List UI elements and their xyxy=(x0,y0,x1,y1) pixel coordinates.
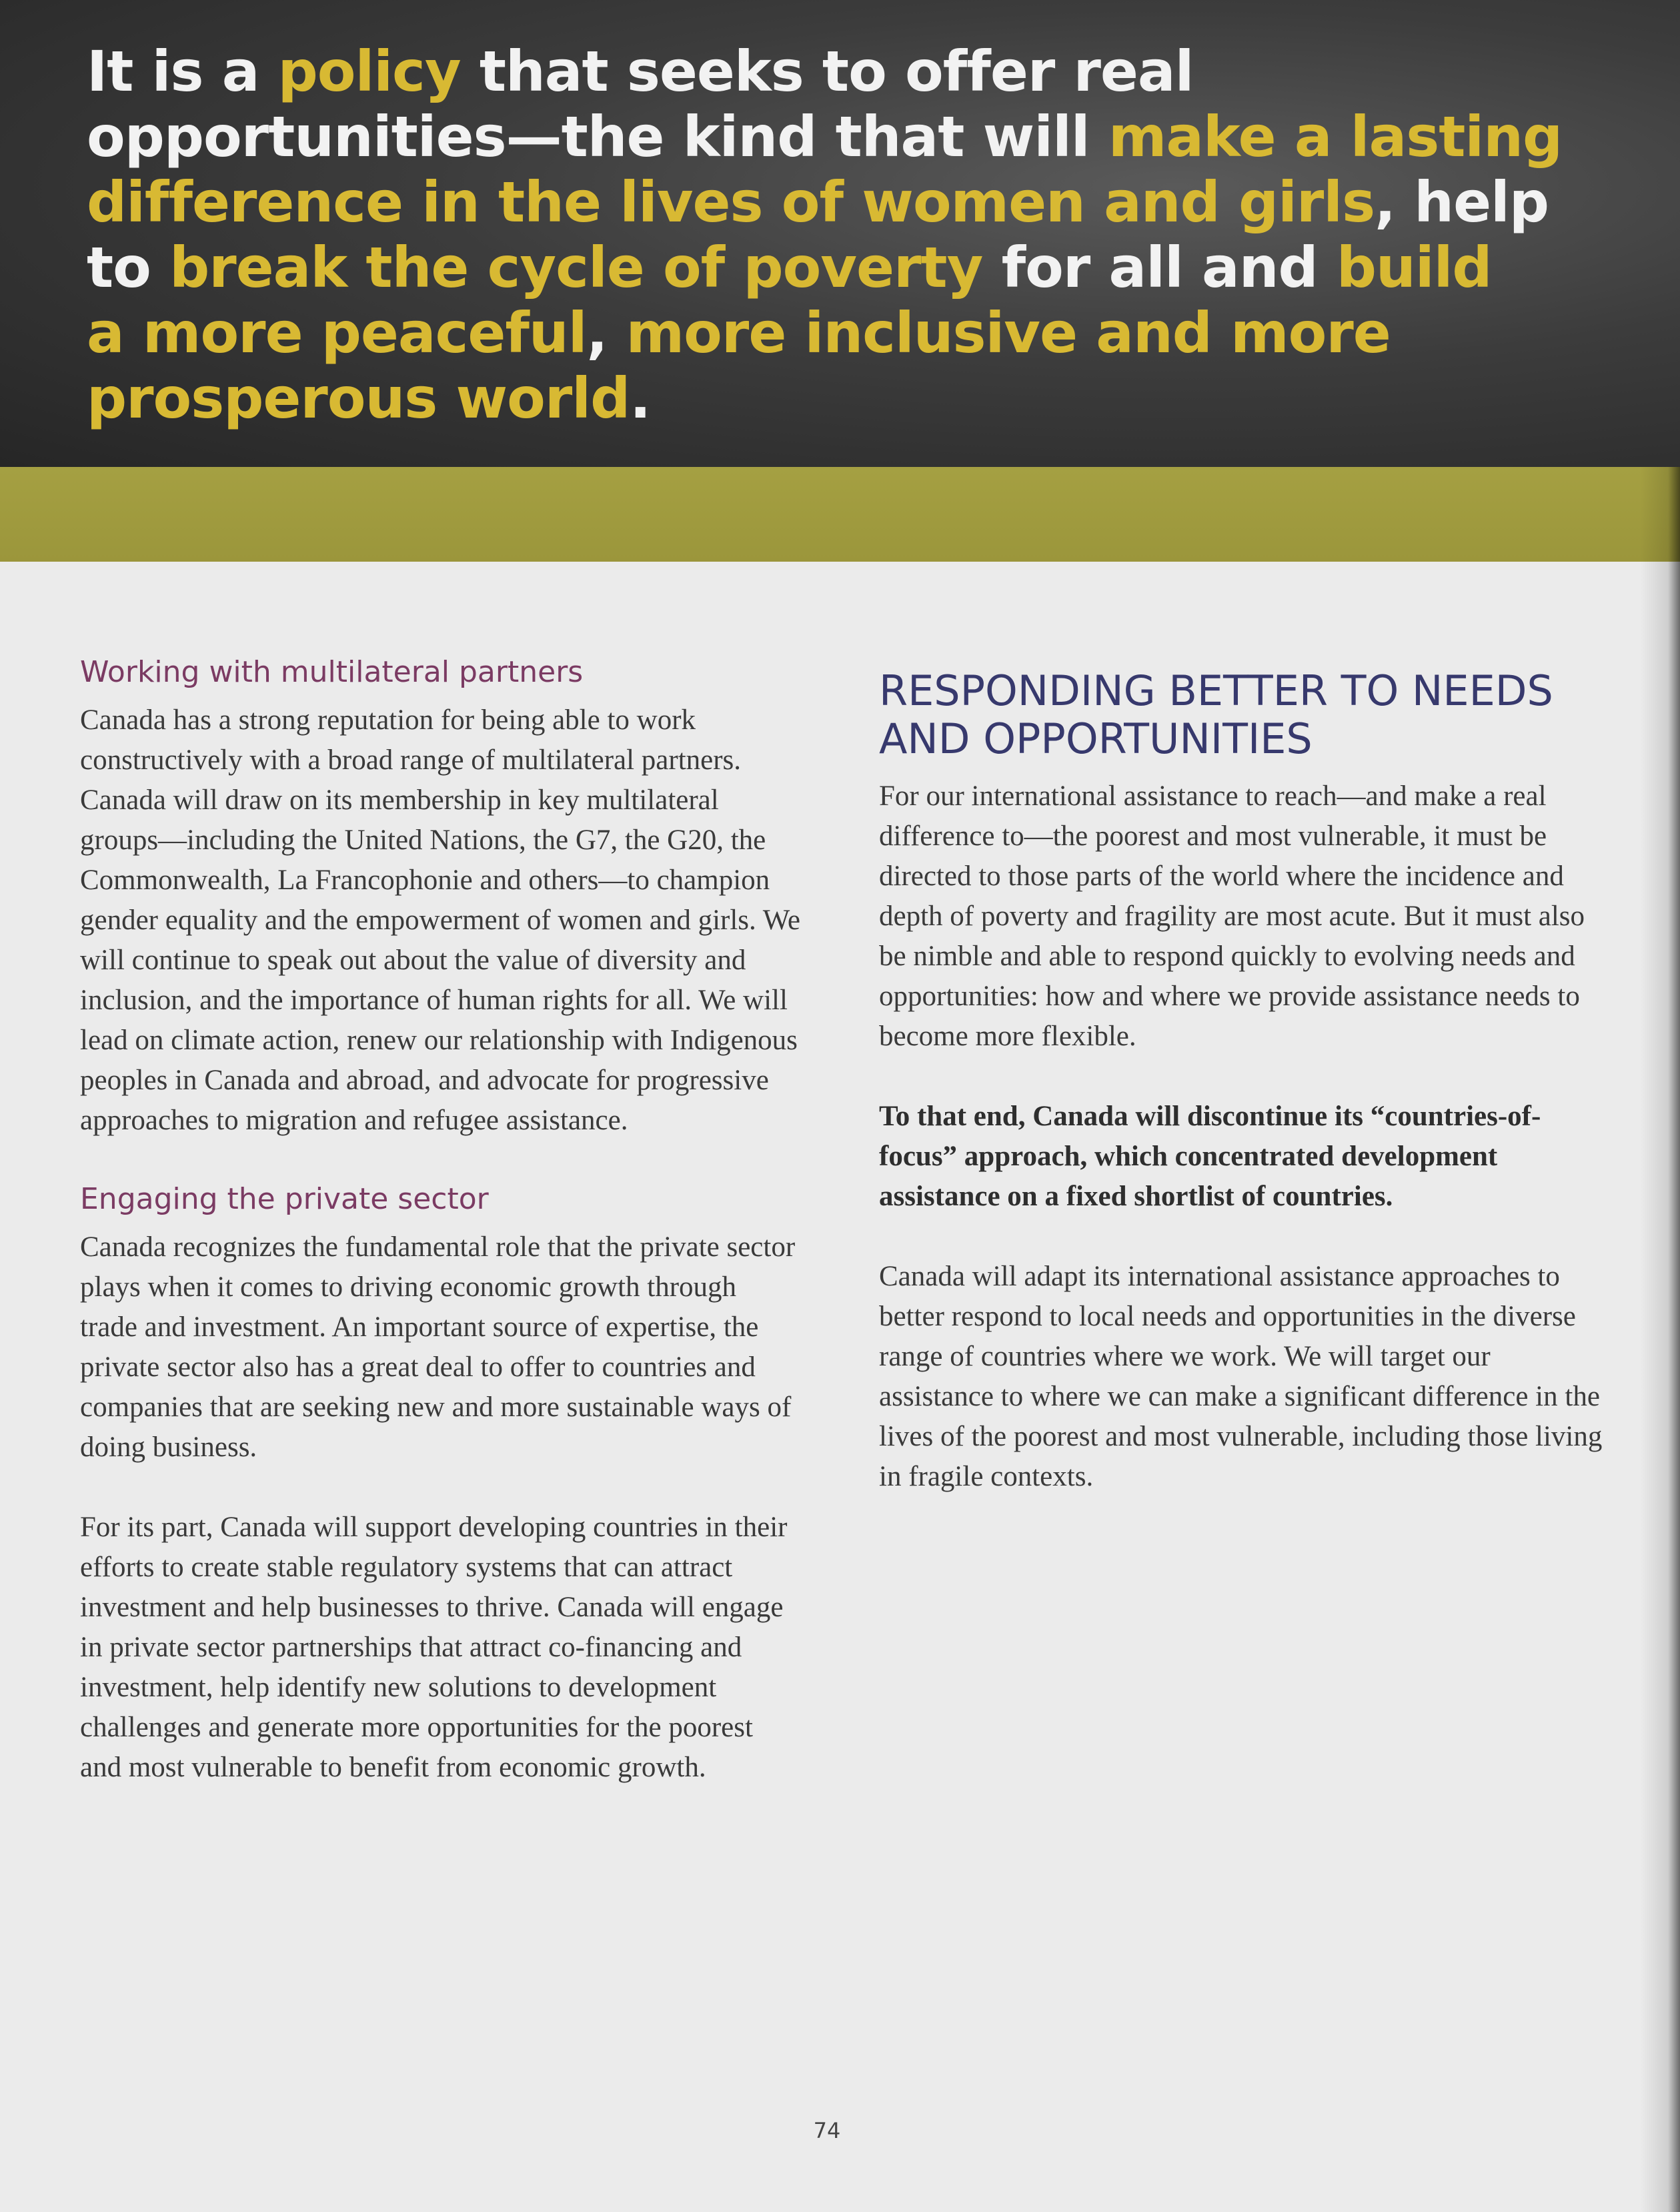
multilateral-heading: Working with multilateral partners xyxy=(80,655,584,689)
quote-line xyxy=(87,366,1587,431)
responding-paragraph-1: For our international assistance to reach—and make a real difference to—the poorest and most vulnerable, it must be directed to those parts of the world where the incidence and depth of poverty and fragility are most acute. But it must also be nimble and able to respond quickly to evolving needs and opportunities: how and where we provide assistance needs to become more flexible. xyxy=(879,780,1585,1052)
quote-highlight: make a lasting xyxy=(1108,104,1563,169)
multilateral-paragraph: Canada has a strong reputation for being able to work constructively with a broad range of multilateral partners. Canada will draw on its membership in key multilateral groups—including the United Nations, the G7, the G20, the Commonwealth, La Francophonie and others—to champion gender equality and the empowerment of women and girls. We will continue to speak out about the value of diversity and inclusion, and the importance of human rights for all. We will lead on climate action, renew our relationship with Indigenous peoples in Canada and abroad, and advocate for progressive approaches to migration and refugee assistance. xyxy=(80,704,800,1136)
section-title: RESPONDING BETTER TO NEEDS AND OPPORTUNITIES xyxy=(879,666,1553,763)
left-column xyxy=(80,654,800,1788)
quote-text: . xyxy=(630,366,651,431)
quote-highlight: build xyxy=(1336,235,1492,300)
private-sector-paragraph-2: For its part, Canada will support developing countries in their efforts to create stable regulatory systems that can attract investment and help businesses to thrive. Canada will engage in private sector partnerships that attract co-financing and investment, help identify new solutions to development challenges and generate more opportunities for the poorest and most vulnerable to benefit from economic growth. xyxy=(80,1512,788,1783)
quote-highlight: a more peaceful xyxy=(87,300,587,366)
spacer xyxy=(80,1468,800,1508)
responding-bold-paragraph: To that end, Canada will discontinue its “countries-of-focus” approach, which concentrated development assistance on a fixed shortlist of countries. xyxy=(879,1101,1541,1212)
quote-highlight: break the cycle of poverty xyxy=(169,235,983,300)
private-sector-paragraph-1: Canada recognizes the fundamental role that the private sector plays when it comes to driving economic growth through trade and investment. An important source of expertise, the private sector also has a great deal to offer to countries and companies that are seeking new and more sustainable ways of doing business. xyxy=(80,1231,796,1463)
quote-line xyxy=(87,235,1587,300)
quote-line xyxy=(87,39,1587,104)
quote-text: It is a xyxy=(87,39,278,104)
quote-text: , xyxy=(586,300,626,366)
quote-text: , help xyxy=(1375,169,1549,235)
spacer xyxy=(879,1217,1606,1257)
quote-line xyxy=(87,300,1587,366)
page-number: 74 xyxy=(813,2118,841,2143)
quote-banner xyxy=(0,0,1680,467)
quote-highlight: prosperous world xyxy=(87,366,630,431)
quote-text: opportunities—the kind that will xyxy=(87,104,1108,169)
spacer xyxy=(879,1057,1606,1097)
page-edge-shadow xyxy=(1640,467,1680,2212)
private-sector-heading: Engaging the private sector xyxy=(80,1182,489,1216)
quote-line xyxy=(87,104,1587,169)
quote-highlight: more inclusive and more xyxy=(626,300,1391,366)
quote-text: that seeks to offer real xyxy=(460,39,1194,104)
quote-text: for all and xyxy=(982,235,1337,300)
right-column xyxy=(879,667,1606,1497)
accent-band xyxy=(0,467,1680,562)
quote-text: to xyxy=(87,235,170,300)
spacer xyxy=(80,1141,800,1181)
responding-paragraph-3: Canada will adapt its international assistance approaches to better respond to local needs and opportunities in the diverse range of countries where we work. We will target our assistance to where we can make a significant difference in the lives of the poorest and most vulnerable, including those living in fragile contexts. xyxy=(879,1261,1603,1492)
quote-highlight: policy xyxy=(277,39,461,104)
quote-highlight: difference in the lives of women and girls xyxy=(87,169,1375,235)
quote-line xyxy=(87,169,1587,235)
pull-quote xyxy=(87,39,1587,431)
